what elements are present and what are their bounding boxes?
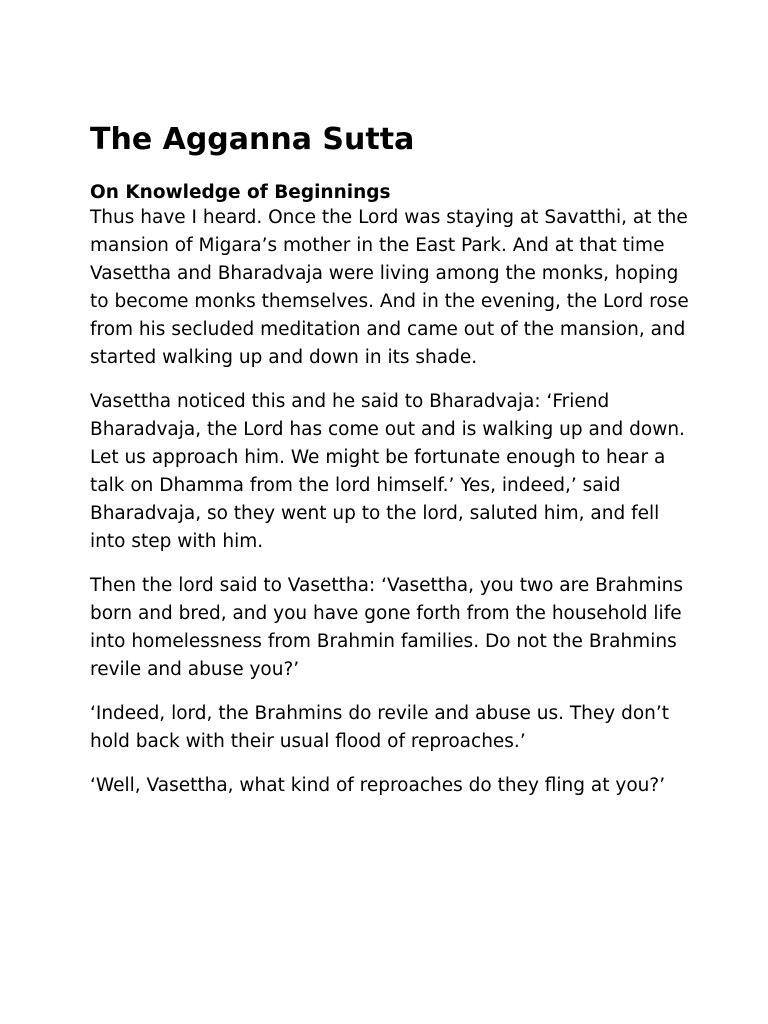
document-title: The Agganna Sutta: [90, 122, 415, 157]
paragraph-3: Then the lord said to Vasettha: ‘Vasettha, you two are Brahmins born and bred, and you have gone forth from the household life into homelessness from Brahmin families. Do not the Brahmins revile and abuse you?’: [90, 575, 683, 680]
paragraph-1: Thus have I heard. Once the Lord was staying at Savatthi, at the mansion of Migara’s mother in the East Park. And at that time Vasettha and Bharadvaja were living among the monks, hoping to become monks themselves. And in the evening, the Lord rose from his secluded meditation and came out of the mansion, and started walking up and down in its shade.: [90, 207, 689, 368]
paragraph-2: Vasettha noticed this and he said to Bharadvaja: ‘Friend Bharadvaja, the Lord has come out and is walking up and down. Let us approach him. We might be fortunate enough to hear a talk on Dhamma from the lord himself.’ Yes, indeed,’ said Bharadvaja, so they went up to the lord, saluted him, and fell into step with him.: [90, 391, 685, 552]
paragraph-4: ‘Indeed, lord, the Brahmins do revile and abuse us. They don’t hold back with their usual flood of reproaches.’: [90, 703, 670, 752]
document-subtitle: On Knowledge of Beginnings: [90, 182, 391, 203]
document-page: [90, 118, 690, 816]
paragraph-5: ‘Well, Vasettha, what kind of reproaches do they fling at you?’: [90, 775, 666, 796]
